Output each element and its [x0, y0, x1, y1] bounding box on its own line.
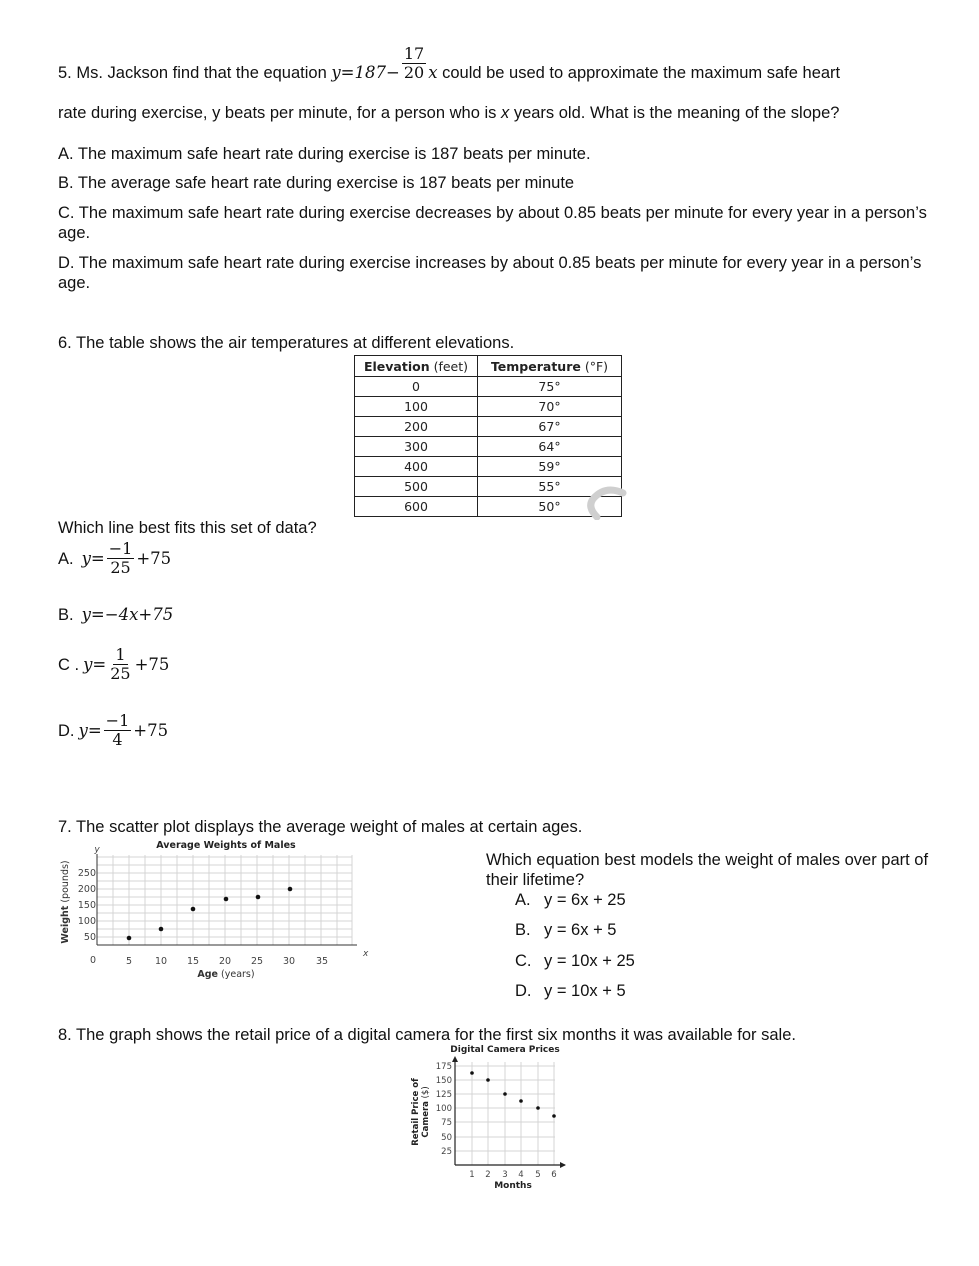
- x-tick-labels: [90, 955, 328, 967]
- q5-option-c[interactable]: [58, 203, 928, 243]
- header-elevation: [355, 356, 478, 377]
- q6-option-b[interactable]: [58, 605, 173, 625]
- cell-temperature: 64°: [478, 437, 622, 457]
- option-rhs: +75: [133, 720, 169, 740]
- svg-text:5: 5: [125, 956, 133, 967]
- watermark-arc-icon: [575, 485, 630, 520]
- svg-text:50: 50: [441, 1133, 452, 1143]
- y-axis-label: Weight (pounds): [60, 860, 71, 944]
- header-unit: (feet): [433, 358, 469, 374]
- fraction-numerator: 17: [403, 44, 425, 64]
- q5-stem-line2-var: x: [500, 104, 510, 122]
- option-text: y = 6x + 25: [544, 891, 626, 909]
- q6-stem: 6. The table shows the air temperatures at different elevations.: [58, 334, 515, 352]
- svg-text:250: 250: [77, 868, 96, 879]
- cell-temperature: 59°: [478, 457, 622, 477]
- svg-text:100: 100: [435, 1104, 452, 1114]
- header-label: Elevation: [363, 358, 430, 374]
- svg-text:175: 175: [435, 1062, 452, 1072]
- y-axis-label-line2: Camera ($): [421, 1086, 431, 1138]
- option-text: The maximum safe heart rate during exercise decreases by about 0.85 beats per minute for every year in a person’s age.: [58, 204, 927, 242]
- q5-stem-line1: [58, 44, 841, 83]
- cell-temperature: 70°: [478, 397, 622, 417]
- q7-option-a[interactable]: [515, 890, 626, 910]
- svg-text:0: 0: [89, 955, 97, 966]
- table-row: [355, 417, 622, 437]
- q6-option-d[interactable]: [58, 712, 168, 749]
- cell-elevation: 100: [355, 397, 478, 417]
- option-letter: A.: [58, 549, 74, 568]
- q5-equation-lhs: y=187−: [331, 63, 400, 82]
- x-axis-label: Months: [494, 1181, 532, 1191]
- chart-title: Average Weights of Males: [156, 840, 296, 851]
- option-letter: B.: [58, 606, 74, 624]
- q6-question: Which line best fits this set of data?: [58, 519, 317, 537]
- option-fraction: [104, 712, 132, 749]
- cell-elevation: 0: [355, 377, 478, 397]
- cell-elevation: 500: [355, 477, 478, 497]
- svg-text:150: 150: [435, 1076, 452, 1086]
- q6-option-c[interactable]: [58, 646, 169, 683]
- option-lhs: y=: [81, 548, 105, 568]
- fraction-denominator: 20: [403, 63, 425, 83]
- q5-stem-line2-a: rate during exercise, y beats per minute, for a person who is: [58, 104, 497, 122]
- q7-question: Which equation best models the weight of males over part of their lifetime?: [486, 851, 929, 889]
- svg-text:10: 10: [154, 956, 168, 967]
- fraction-numerator: −1: [108, 539, 133, 558]
- q5-stem-line2: [58, 103, 839, 123]
- option-letter: C.: [515, 952, 532, 970]
- q7-option-b[interactable]: [515, 920, 616, 940]
- q8-stem: 8. The graph shows the retail price of a digital camera for the first six months it was available for sale.: [58, 1026, 796, 1044]
- table-row: [355, 377, 622, 397]
- grid: [455, 1062, 555, 1165]
- svg-text:50: 50: [83, 932, 96, 943]
- q5-option-d[interactable]: [58, 253, 928, 293]
- q5-equation-var: x: [428, 63, 438, 82]
- option-rhs: +75: [136, 548, 172, 568]
- table-row: [355, 457, 622, 477]
- option-letter: A.: [58, 145, 74, 163]
- svg-text:35: 35: [315, 956, 329, 967]
- cell-elevation: 200: [355, 417, 478, 437]
- option-fraction: [107, 540, 135, 577]
- x-tick-labels: [469, 1170, 556, 1180]
- svg-text:6: 6: [551, 1170, 557, 1180]
- svg-text:100: 100: [77, 916, 96, 927]
- svg-text:200: 200: [77, 884, 96, 895]
- y-tick-labels: [436, 1062, 452, 1157]
- q6-option-a[interactable]: [58, 540, 171, 577]
- q7-stem: 7. The scatter plot displays the average weight of males at certain ages.: [58, 818, 583, 836]
- table-row: [355, 437, 622, 457]
- q5-stem-before: Ms. Jackson find that the equation: [76, 64, 327, 82]
- svg-text:1: 1: [469, 1170, 475, 1180]
- svg-text:125: 125: [435, 1090, 452, 1100]
- fraction-denominator: 25: [110, 558, 131, 577]
- option-expression: y=−4x+75: [81, 605, 174, 624]
- svg-text:20: 20: [218, 956, 232, 967]
- svg-text:5: 5: [535, 1170, 541, 1180]
- chart-title: Digital Camera Prices: [450, 1045, 560, 1055]
- svg-text:150: 150: [77, 900, 96, 911]
- option-letter: B.: [58, 174, 74, 192]
- option-letter: C .: [58, 655, 80, 674]
- cell-elevation: 400: [355, 457, 478, 477]
- svg-text:25: 25: [250, 956, 264, 967]
- q7-option-d[interactable]: [515, 981, 626, 1001]
- svg-text:3: 3: [502, 1170, 508, 1180]
- q5-option-a[interactable]: [58, 144, 591, 164]
- option-letter: C.: [58, 204, 75, 222]
- cell-temperature: 50°: [478, 497, 622, 517]
- option-letter: D.: [515, 982, 532, 1000]
- svg-text:4: 4: [518, 1170, 524, 1180]
- svg-text:25: 25: [441, 1147, 452, 1157]
- table-header-row: [355, 356, 622, 377]
- header-label: Temperature: [490, 358, 581, 374]
- q5-option-b[interactable]: [58, 173, 574, 193]
- cell-temperature: 75°: [478, 377, 622, 397]
- option-letter: D.: [58, 721, 75, 740]
- option-text: The maximum safe heart rate during exercise is 187 beats per minute.: [77, 145, 591, 163]
- option-text: y = 10x + 25: [544, 952, 635, 970]
- svg-text:75: 75: [441, 1118, 452, 1128]
- y-axis-letter: y: [94, 845, 100, 855]
- y-axis-label-line1: Retail Price of: [411, 1078, 421, 1146]
- fraction-numerator: −1: [105, 711, 130, 730]
- q5-number: 5.: [58, 64, 72, 82]
- cell-elevation: 600: [355, 497, 478, 517]
- option-rhs: +75: [134, 654, 170, 674]
- option-letter: D.: [58, 254, 75, 272]
- fraction-denominator: 25: [110, 664, 131, 683]
- q5-stem-line2-b: years old. What is the meaning of the slope?: [513, 104, 840, 122]
- weights-scatter-plot: [55, 835, 375, 985]
- option-fraction: [108, 646, 132, 683]
- option-text: The average safe heart rate during exercise is 187 beats per minute: [77, 174, 575, 192]
- fraction-denominator: 4: [112, 730, 123, 749]
- option-lhs: y=: [83, 654, 107, 674]
- q5-equation-fraction: [402, 45, 426, 82]
- table-row: [355, 397, 622, 417]
- x-axis-arrow-icon: [560, 1162, 566, 1168]
- option-letter: A.: [515, 891, 531, 909]
- svg-text:30: 30: [282, 956, 296, 967]
- y-tick-labels: [78, 868, 96, 943]
- option-lhs: y=: [78, 720, 102, 740]
- option-text: y = 6x + 5: [544, 921, 617, 939]
- x-axis-letter: x: [363, 949, 369, 959]
- svg-text:15: 15: [186, 956, 200, 967]
- x-axis-label: Age (years): [197, 969, 255, 980]
- cell-temperature: 55°: [478, 477, 622, 497]
- option-text: y = 10x + 5: [544, 982, 626, 1000]
- camera-prices-chart: [400, 1040, 580, 1195]
- q7-option-c[interactable]: [515, 951, 635, 971]
- header-temperature: [478, 356, 622, 377]
- cell-elevation: 300: [355, 437, 478, 457]
- option-letter: B.: [515, 921, 531, 939]
- cell-temperature: 67°: [478, 417, 622, 437]
- fraction-numerator: 1: [115, 645, 126, 664]
- header-unit: (°F): [584, 358, 609, 374]
- q5-stem-after: could be used to approximate the maximum safe heart: [442, 64, 841, 82]
- svg-text:2: 2: [485, 1170, 491, 1180]
- y-axis-arrow-icon: [452, 1056, 458, 1062]
- option-text: The maximum safe heart rate during exercise increases by about 0.85 beats per minute for every year in a person’s age.: [58, 254, 922, 292]
